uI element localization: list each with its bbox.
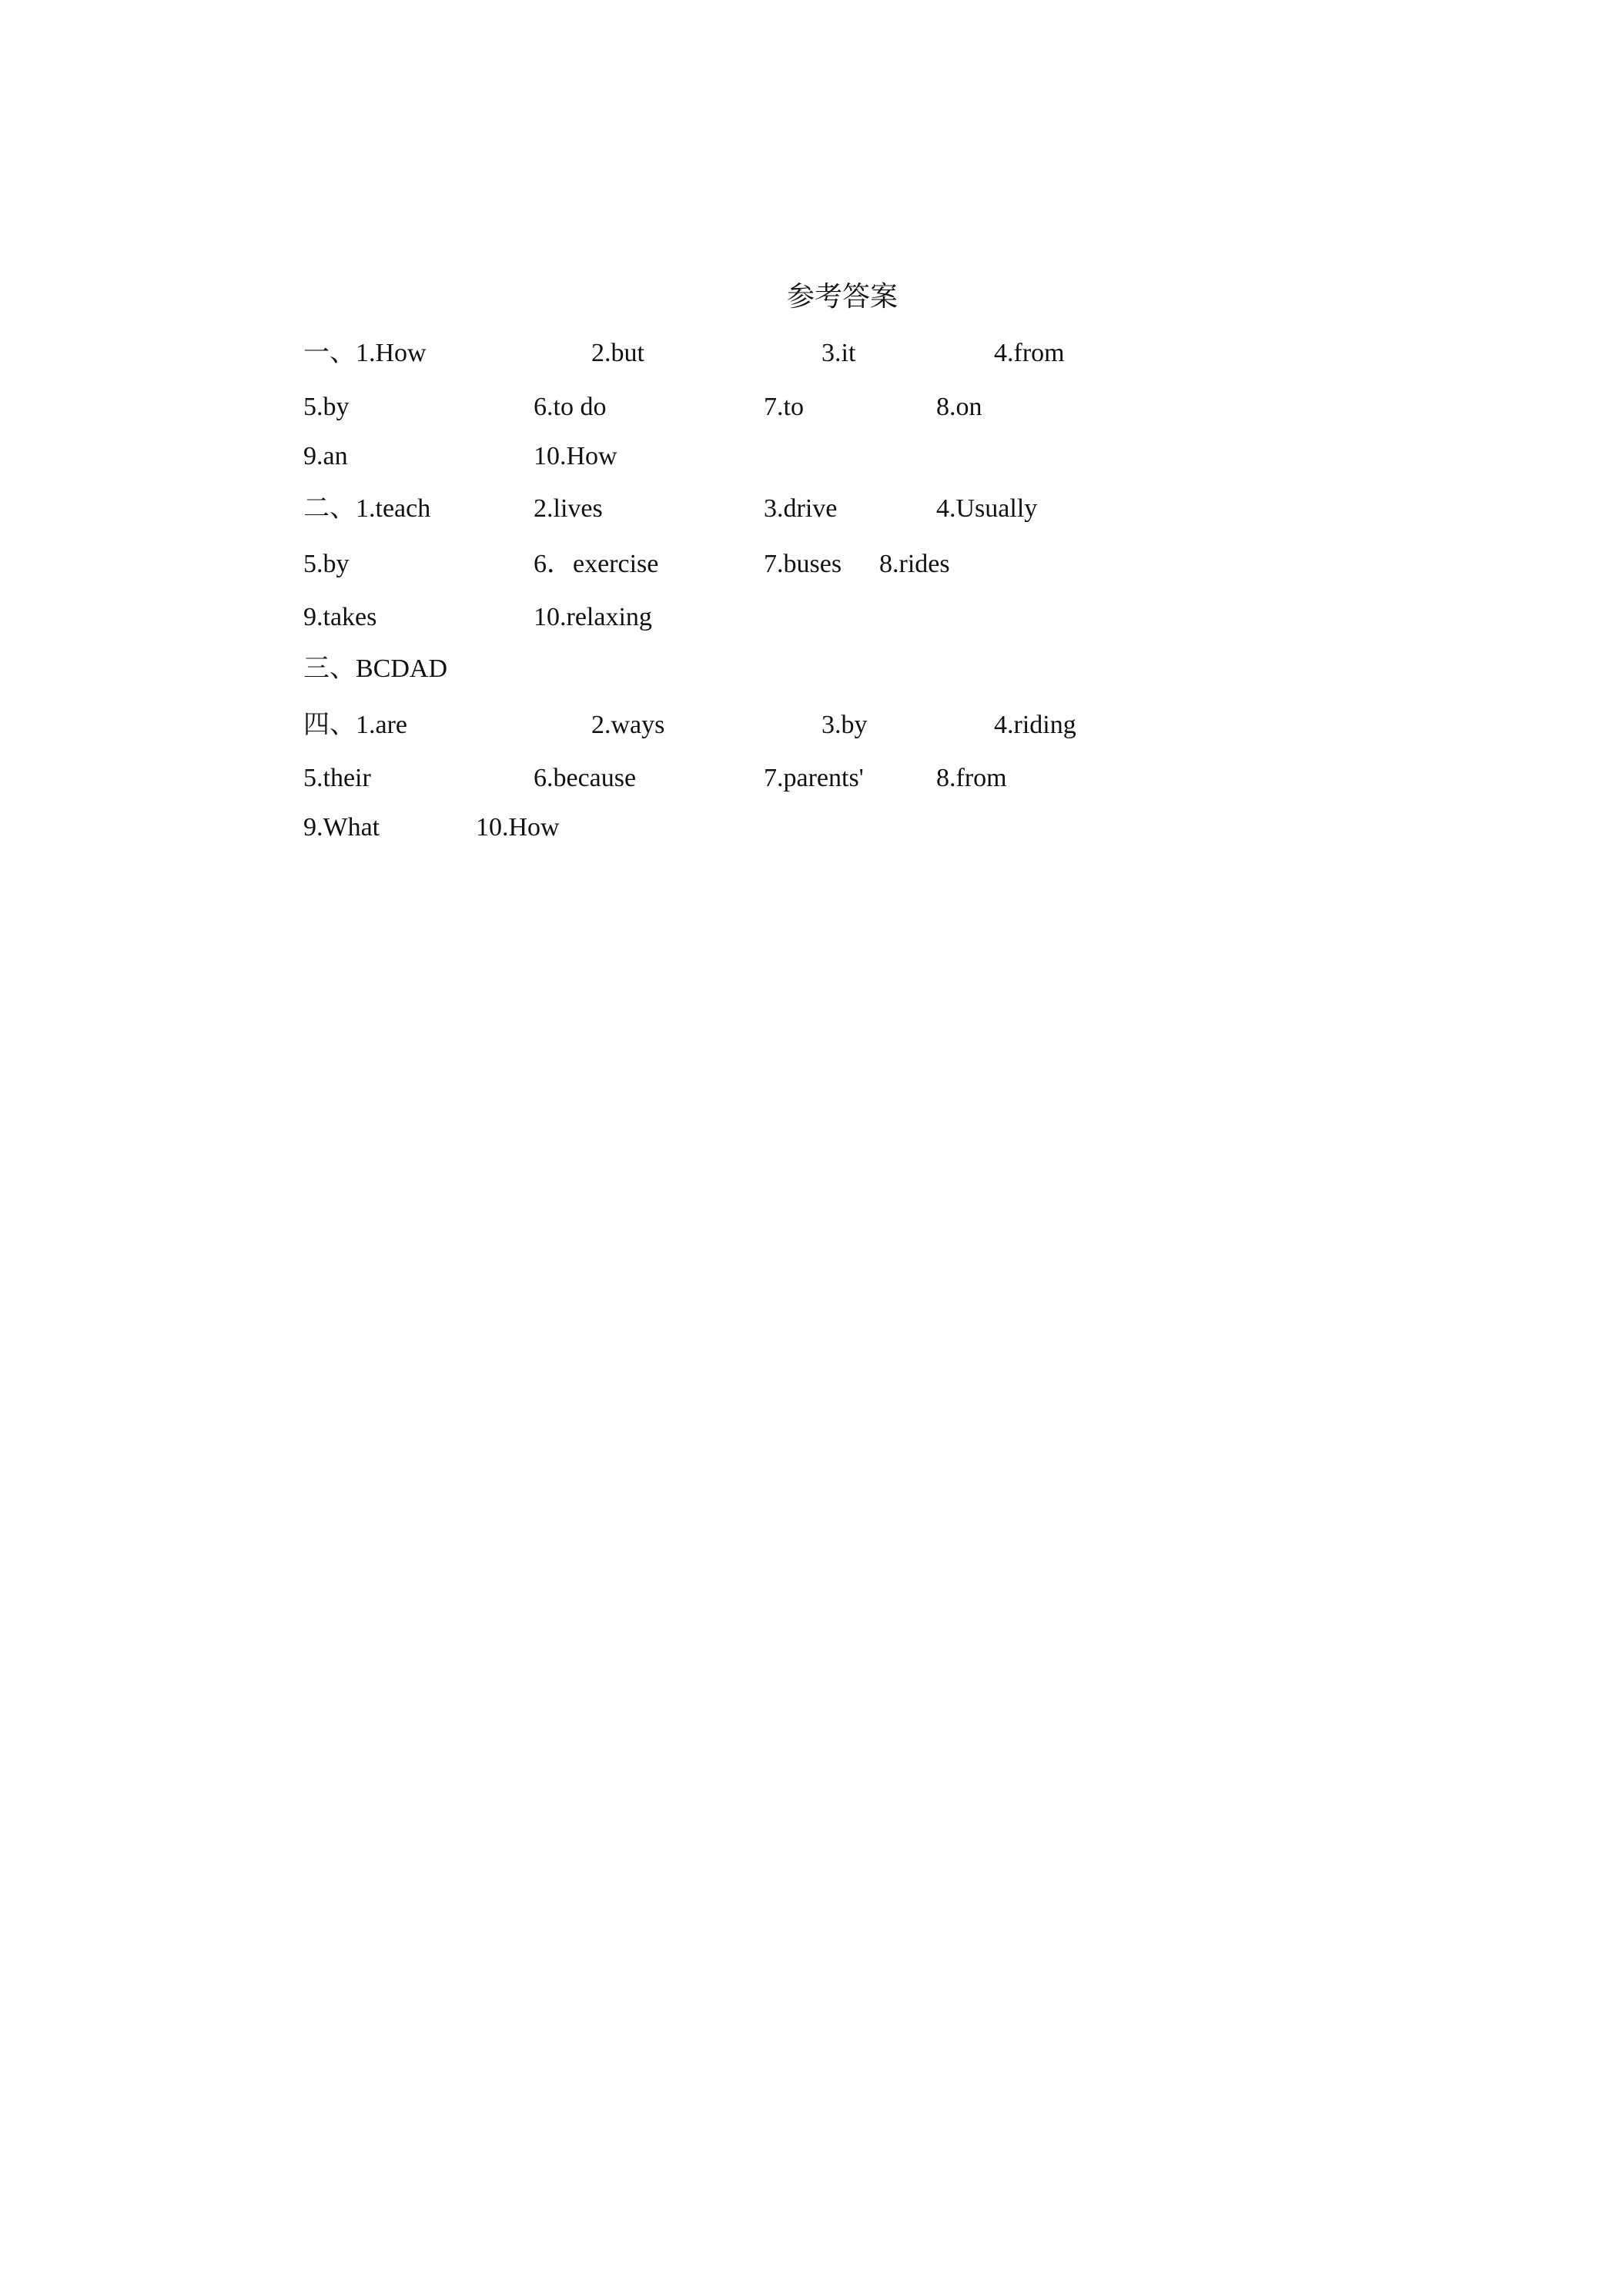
answer-item: 二、1.teach (303, 494, 431, 523)
answer-item: 3.it (822, 339, 856, 367)
answer-item: 2.but (591, 339, 644, 367)
answer-item: 6.to do (534, 393, 607, 421)
answer-row (0, 808, 1623, 847)
answer-row (0, 706, 1623, 745)
answer-item: 9.What (303, 813, 380, 842)
answer-item: 7.parents' (764, 764, 864, 792)
answer-item: 5.their (303, 764, 371, 792)
answer-item: 四、1.are (303, 711, 408, 739)
answer-row (0, 334, 1623, 373)
answer-item: 4.riding (994, 711, 1076, 739)
answer-item: 7.buses (764, 550, 842, 578)
answer-item: 8.rides (879, 550, 950, 578)
answer-item: 一、1.How (303, 339, 427, 367)
page-title: 参考答案 (786, 281, 898, 312)
answer-item: 10.How (534, 442, 617, 470)
answer-item: 4.Usually (936, 494, 1038, 523)
answer-item: 3.by (822, 711, 868, 739)
answer-item: 10.relaxing (534, 603, 652, 631)
answer-row (0, 759, 1623, 798)
answer-item: 9.takes (303, 603, 377, 631)
answer-item: 6.because (534, 764, 637, 792)
answer-row (0, 650, 1623, 688)
answer-item: 2.ways (591, 711, 665, 739)
answer-row (0, 598, 1623, 637)
answer-item: 4.from (994, 339, 1065, 367)
answer-item: 5.by (303, 550, 350, 578)
answer-item: 2.lives (534, 494, 603, 523)
answer-item: 9.an (303, 442, 348, 470)
answer-item: 3.drive (764, 494, 838, 523)
answer-item: 5.by (303, 393, 350, 421)
answer-item: 7.to (764, 393, 804, 421)
answer-row (0, 437, 1623, 476)
answer-item: 6．exercise (534, 550, 659, 578)
answer-row (0, 388, 1623, 427)
answer-item: 10.How (476, 813, 560, 842)
answer-item: 三、BCDAD (303, 654, 448, 683)
answer-item: 8.on (936, 393, 982, 421)
answer-item: 8.from (936, 764, 1007, 792)
answer-row (0, 545, 1623, 584)
answer-row (0, 490, 1623, 528)
